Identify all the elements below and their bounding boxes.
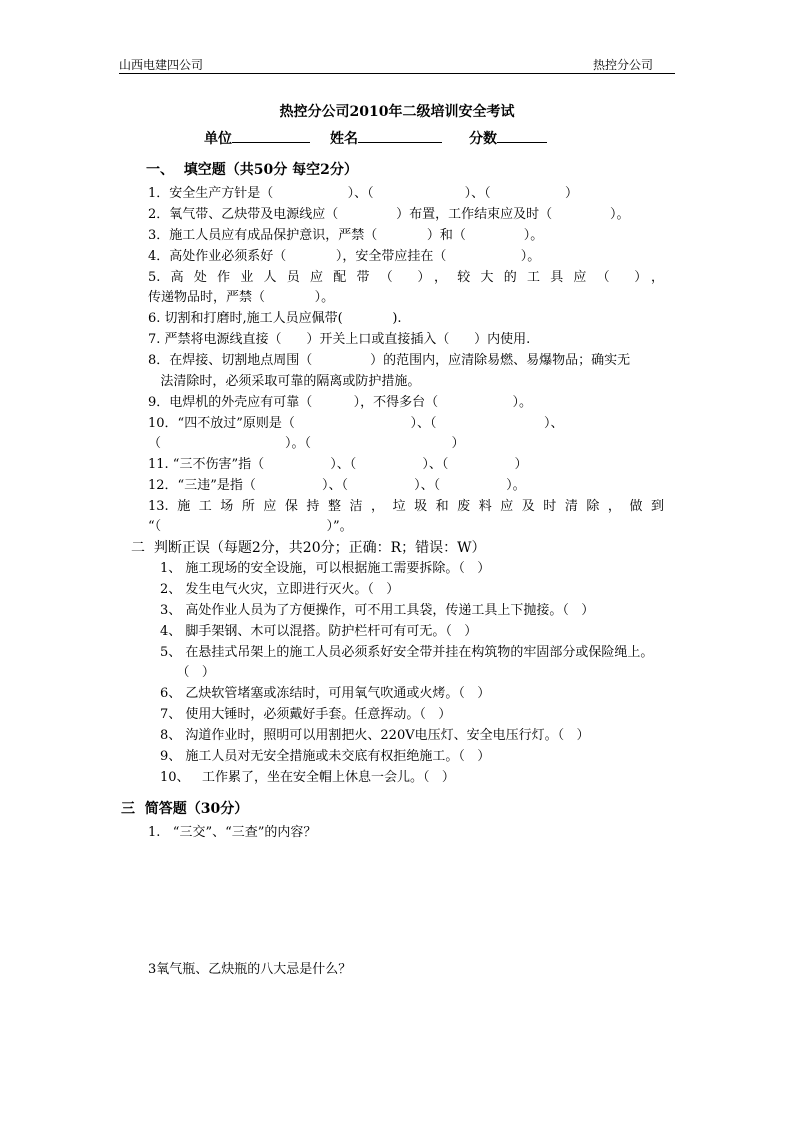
header-company: 山西电建四公司 bbox=[119, 58, 204, 72]
fill-question-9: 9．电焊机的外壳应有可靠（ ），不得多台（ ）。 bbox=[148, 395, 532, 410]
judge-question-9: 9、 施工人员对无安全措施或未交底有权拒绝施工。（ ） bbox=[160, 749, 491, 764]
section2-heading: 二 判断正误（每题2分，共20分；正确：R；错误：W） bbox=[131, 540, 486, 556]
score-label: 分数 bbox=[469, 131, 497, 147]
fill-question-8: 8．在焊接、切割地点周围（ ）的范围内，应清除易燃、易爆物品；确实无 bbox=[148, 353, 631, 368]
judge-question-1: 1、 施工现场的安全设施，可以根据施工需要拆除。（ ） bbox=[160, 561, 491, 576]
unit-label: 单位 bbox=[204, 131, 232, 147]
short-answer-question-3: 3氧气瓶、乙炔瓶的八大忌是什么？ bbox=[148, 962, 352, 977]
unit-blank bbox=[232, 130, 310, 143]
judge-question-5-cont: （ ） bbox=[160, 665, 215, 680]
score-field bbox=[469, 128, 547, 148]
short-answer-question-1: 1. “三交”、“三查”的内容？ bbox=[148, 825, 317, 840]
fill-question-11: 11. “三不伤害”指（ ）、（ ）、（ ） bbox=[148, 457, 528, 472]
judge-question-4: 4、 脚手架钢、木可以混搭。防护栏杆可有可无。（ ） bbox=[160, 624, 478, 639]
fill-question-3: 3．施工人员应有成品保护意识，严禁（ ）和（ ）。 bbox=[148, 228, 544, 243]
header-department: 热控分公司 bbox=[592, 58, 653, 72]
judge-question-7: 7、 使用大锤时，必须戴好手套。任意挥动。（ ） bbox=[160, 707, 452, 722]
judge-question-5: 5、 在悬挂式吊架上的施工人员必须系好安全带并挂在构筑物的牢固部分或保险绳上。 bbox=[160, 645, 654, 660]
section3-heading: 三 简答题（30分） bbox=[121, 801, 249, 817]
page-header bbox=[119, 56, 675, 74]
fill-question-1: 1．安全生产方针是（ ）、（ ）、（ ） bbox=[148, 186, 578, 201]
name-blank bbox=[358, 130, 442, 143]
fill-question-13: 13.施工场所应保持整洁，垃圾和废料应及时清除，做到 bbox=[148, 499, 664, 514]
fill-question-12: 12．“三违”是指（ ）、（ ）、（ ）。 bbox=[148, 478, 526, 493]
unit-field bbox=[204, 128, 310, 148]
fill-question-5: 5.高处作业人员应配带（ ），较大的工具应（ ）， bbox=[148, 270, 664, 285]
fill-question-13-cont: “（ ）”。 bbox=[148, 519, 353, 534]
fill-question-10: 10．“四不放过”原则是（ ）、（ ）、 bbox=[148, 416, 564, 431]
judge-question-2: 2、 发生电气火灾，立即进行灭火。（ ） bbox=[160, 582, 400, 597]
fill-question-4: 4．高处作业必须系好（ ），安全带应挂在（ ）。 bbox=[148, 249, 541, 264]
fill-question-2: 2．氧气带、乙炔带及电源线应（ ）布置，工作结束应及时（ ）。 bbox=[148, 207, 630, 222]
score-blank bbox=[497, 130, 547, 143]
judge-question-8: 8、 沟道作业时，照明可以用割把火、220V电压灯、安全电压行灯。（ ） bbox=[160, 728, 590, 743]
name-label: 姓名 bbox=[330, 131, 358, 147]
judge-question-10: 10、 工作累了，坐在安全帽上休息一会儿。（ ） bbox=[160, 770, 455, 785]
judge-question-3: 3、 高处作业人员为了方便操作，可不用工具袋，传递工具上下抛接。（ ） bbox=[160, 603, 595, 618]
section1-heading: 一、 填空题（共50分 每空2分） bbox=[146, 162, 358, 178]
fill-question-6: 6. 切割和打磨时,施工人员应佩带( ). bbox=[148, 311, 402, 326]
judge-question-6: 6、 乙炔软管堵塞或冻结时，可用氧气吹通或火烤。（ ） bbox=[160, 686, 491, 701]
fill-question-5-cont: 传递物品时，严禁（ ）。 bbox=[148, 290, 335, 305]
exam-title: 热控分公司2010年二级培训安全考试 bbox=[279, 104, 515, 120]
fill-question-7: 7. 严禁将电源线直接（ ）开关上口或直接插入（ ）内使用. bbox=[148, 332, 531, 347]
name-field bbox=[330, 128, 442, 148]
fill-question-10-cont: （ ）。（ ） bbox=[148, 436, 465, 451]
fill-question-8-cont: 法清除时，必须采取可靠的隔离或防护措施。 bbox=[148, 374, 421, 389]
